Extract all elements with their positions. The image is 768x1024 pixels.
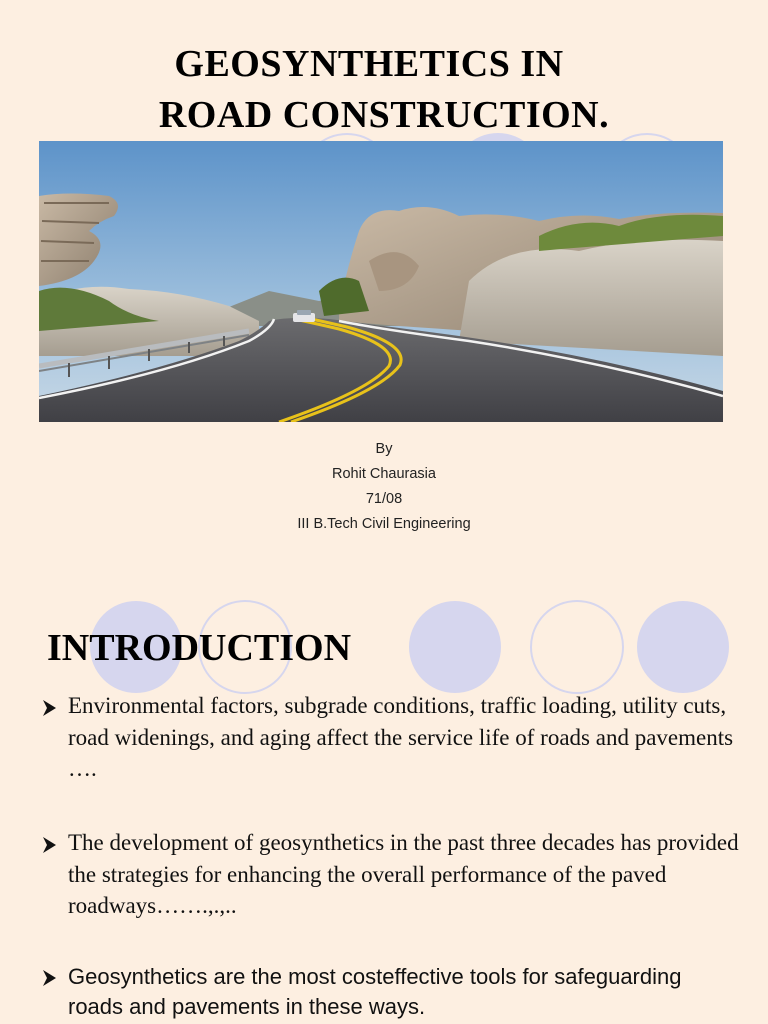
section-heading: INTRODUCTION	[47, 627, 352, 669]
slide-title-line-1: GEOSYNTHETICS IN	[174, 43, 564, 85]
arrow-bullet-icon	[40, 966, 60, 990]
arrow-bullet-icon	[40, 696, 60, 720]
byline-by: By	[375, 441, 393, 457]
slide-title-line-2: ROAD CONSTRUCTION.	[158, 94, 610, 136]
bullet-item	[40, 827, 740, 922]
decorative-circle	[409, 601, 501, 693]
bullet-item	[40, 962, 740, 1022]
mountain-road-photo	[39, 141, 723, 422]
bullet-text: Environmental factors, subgrade conditions, traffic loading, utility cuts, road widenings, and aging affect the service life of roads and pavements ….	[68, 693, 734, 781]
decorative-circle	[530, 600, 624, 694]
decorative-circle	[637, 601, 729, 693]
byline-roll-number: 71/08	[365, 491, 403, 507]
arrow-bullet-icon	[40, 833, 60, 857]
bullet-text: The development of geosynthetics in the past three decades has provided the strategies for enhancing the overall performance of the paved roadways…….,.,..	[68, 830, 739, 918]
byline-course: III B.Tech Civil Engineering	[297, 516, 471, 532]
bullet-text: Geosynthetics are the most costeffective tools for safeguarding roads and pavements in these ways.	[68, 964, 682, 1019]
introduction-slide	[0, 590, 768, 1024]
byline-author: Rohit Chaurasia	[332, 466, 436, 482]
bullet-item	[40, 690, 740, 785]
